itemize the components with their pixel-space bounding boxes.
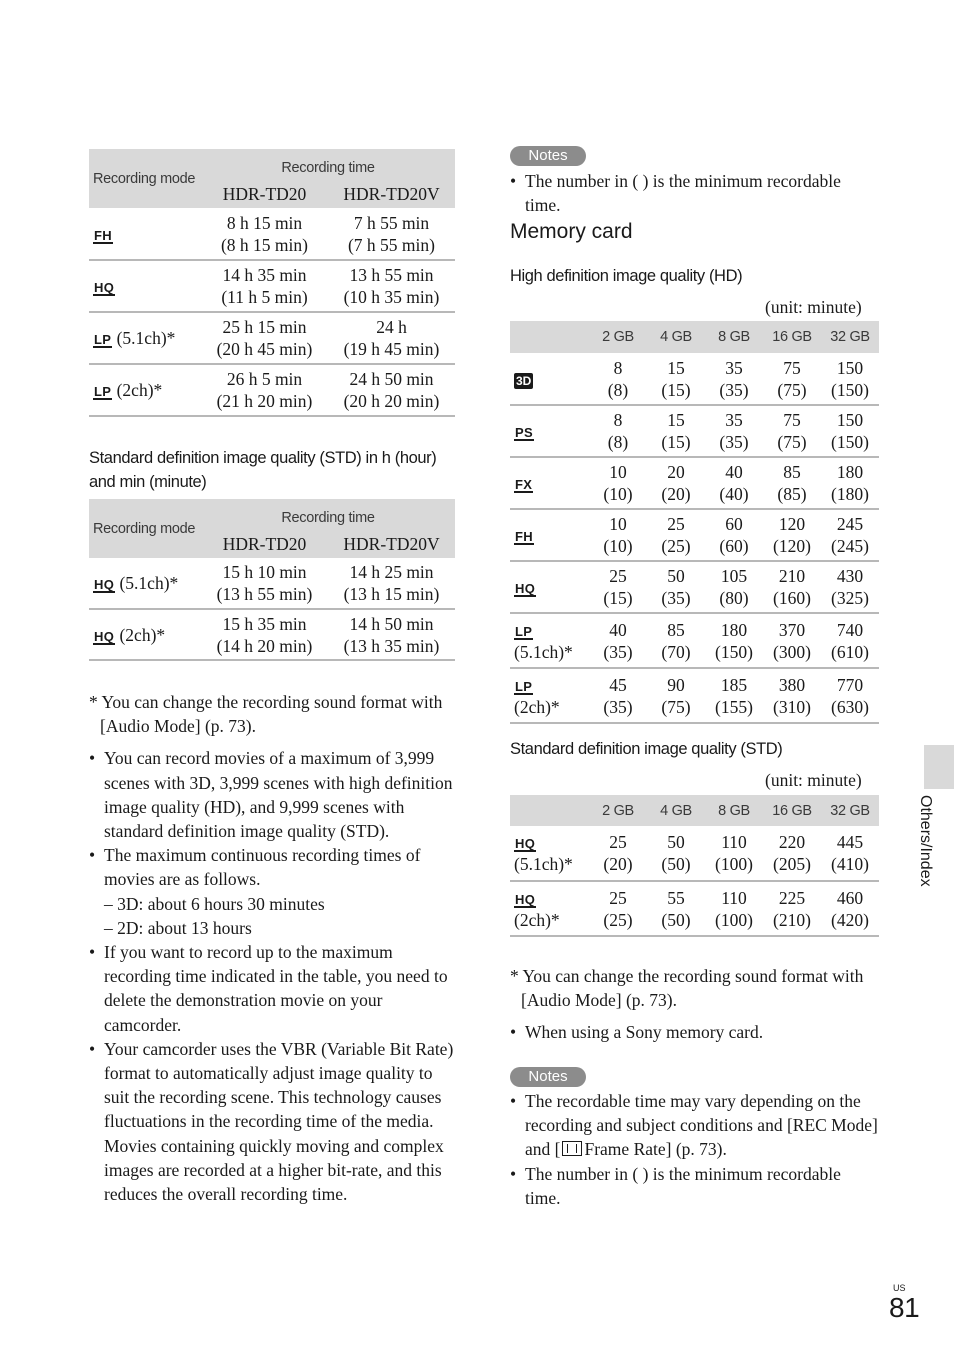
value-cell: 25 bbox=[667, 514, 685, 534]
value-cell: 15 bbox=[667, 410, 685, 430]
time-cell: 25 h 15 min bbox=[222, 317, 307, 337]
value-cell: 60 bbox=[725, 514, 743, 534]
min-value-cell: (25) bbox=[661, 536, 691, 556]
min-value-cell: (35) bbox=[603, 641, 633, 662]
time-min-cell: (19 h 45 min) bbox=[343, 339, 440, 359]
col-capacity: 32 GB bbox=[821, 321, 879, 353]
col-capacity: 16 GB bbox=[763, 795, 821, 826]
col-capacity: 8 GB bbox=[705, 795, 763, 826]
value-cell: 45 bbox=[609, 674, 627, 695]
value-cell: 185 bbox=[720, 674, 748, 695]
min-value-cell: (100) bbox=[715, 909, 753, 930]
hq-mode-icon: HQ bbox=[515, 836, 536, 851]
memory-card-hd-table bbox=[510, 321, 879, 724]
value-cell: 75 bbox=[783, 410, 801, 430]
col-model: HDR-TD20V bbox=[328, 529, 455, 558]
recording-time-table-std bbox=[89, 499, 455, 661]
channel-label: (2ch)* bbox=[115, 624, 166, 645]
note-minimum-time: • The number in ( ) is the minimum recordable time. bbox=[510, 1162, 878, 1210]
memory-card-std-table bbox=[510, 795, 879, 937]
unit-label: (unit: minute) bbox=[765, 770, 862, 790]
time-min-cell: (13 h 55 min) bbox=[216, 584, 313, 604]
col-capacity: 8 GB bbox=[705, 321, 763, 353]
value-cell: 35 bbox=[725, 357, 743, 378]
value-cell: 445 bbox=[836, 832, 864, 852]
table-row bbox=[510, 881, 879, 936]
table-row bbox=[89, 260, 455, 312]
min-value-cell: (8) bbox=[607, 432, 629, 452]
value-cell: 50 bbox=[667, 566, 685, 586]
3d-mode-icon: 3D bbox=[516, 373, 532, 388]
min-value-cell: (35) bbox=[719, 379, 749, 400]
value-cell: 25 bbox=[609, 887, 627, 908]
min-value-cell: (210) bbox=[773, 909, 811, 930]
value-cell: 15 bbox=[667, 357, 685, 378]
min-value-cell: (150) bbox=[831, 379, 869, 400]
channel-label: (2ch)* bbox=[514, 909, 560, 930]
value-cell: 85 bbox=[667, 619, 685, 640]
min-value-cell: (180) bbox=[831, 484, 869, 504]
min-value-cell: (10) bbox=[603, 536, 633, 556]
min-value-cell: (610) bbox=[831, 641, 869, 662]
min-value-cell: (15) bbox=[661, 379, 691, 400]
min-value-cell: (35) bbox=[719, 432, 749, 452]
value-cell: 105 bbox=[720, 566, 748, 586]
table-row bbox=[89, 609, 455, 660]
value-cell: 75 bbox=[783, 357, 801, 378]
dash-3d: – 3D: about 6 hours 30 minutes bbox=[104, 893, 325, 914]
fx-mode-icon: FX bbox=[515, 477, 533, 492]
min-value-cell: (70) bbox=[661, 641, 691, 662]
time-cell: 24 h 50 min bbox=[349, 369, 434, 389]
time-cell: 14 h 50 min bbox=[349, 613, 434, 634]
value-cell: 210 bbox=[778, 566, 806, 586]
table-row bbox=[89, 558, 455, 609]
lp-mode-icon: LP bbox=[515, 678, 533, 694]
std-heading: Standard definition image quality (STD) in h (hour) and min (minute) bbox=[89, 449, 437, 491]
time-cell: 26 h 5 min bbox=[226, 369, 303, 389]
section-label bbox=[910, 795, 934, 905]
frame-rate-icon bbox=[562, 1141, 582, 1156]
time-cell: 13 h 55 min bbox=[349, 265, 434, 285]
dash-2d: – 2D: about 13 hours bbox=[104, 917, 252, 938]
value-cell: 370 bbox=[778, 619, 806, 640]
min-value-cell: (160) bbox=[773, 588, 811, 608]
min-value-cell: (75) bbox=[777, 432, 807, 452]
table-row bbox=[89, 312, 455, 364]
section-tab-marker bbox=[924, 745, 954, 789]
page-number: 81 bbox=[889, 1292, 920, 1323]
note-recordable-time-varies bbox=[510, 1089, 878, 1162]
value-cell: 460 bbox=[836, 887, 864, 908]
lp-mode-icon: LP bbox=[515, 623, 533, 639]
col-capacity: 4 GB bbox=[647, 795, 705, 826]
value-cell: 25 bbox=[609, 832, 627, 852]
min-value-cell: (50) bbox=[661, 909, 691, 930]
value-cell: 430 bbox=[836, 566, 864, 586]
table-row bbox=[510, 613, 879, 668]
std-card-heading: Standard definition image quality (STD) bbox=[510, 740, 783, 758]
fh-mode-icon: FH bbox=[94, 227, 112, 243]
right-footnotes bbox=[510, 964, 882, 1045]
value-cell: 120 bbox=[778, 514, 806, 534]
value-cell: 8 bbox=[613, 410, 623, 430]
table-row bbox=[89, 208, 455, 260]
col-capacity: 2 GB bbox=[589, 321, 647, 353]
value-cell: 35 bbox=[725, 410, 743, 430]
table-row bbox=[510, 826, 879, 881]
time-min-cell: (8 h 15 min) bbox=[220, 234, 308, 255]
min-value-cell: (50) bbox=[661, 854, 691, 874]
min-value-cell: (10) bbox=[603, 484, 633, 504]
min-value-cell: (150) bbox=[831, 432, 869, 452]
lp-mode-icon: LP bbox=[94, 332, 112, 347]
min-value-cell: (150) bbox=[715, 641, 753, 662]
time-min-cell: (20 h 45 min) bbox=[216, 339, 313, 359]
value-cell: 40 bbox=[609, 619, 627, 640]
value-cell: 20 bbox=[667, 462, 685, 482]
time-cell: 7 h 55 min bbox=[353, 212, 430, 233]
min-value-cell: (20) bbox=[603, 854, 633, 874]
notes-badge: Notes bbox=[510, 146, 586, 166]
bullet-vbr: • Your camcorder uses the VBR (Variable Bit Rate) format to automatically adjust image quality to suit the recording scene. This technology causes fluctuations in the recording time of the media. Movies containing quickly moving and complex images are recorded at a higher bit-rate, and this reduces the overall recording time. bbox=[89, 1037, 461, 1206]
min-value-cell: (8) bbox=[607, 379, 629, 400]
notes-badge: Notes bbox=[510, 1067, 586, 1087]
value-cell: 180 bbox=[836, 462, 864, 482]
value-cell: 50 bbox=[667, 832, 685, 852]
ps-mode-icon: PS bbox=[515, 425, 533, 440]
time-cell: 24 h bbox=[376, 317, 407, 337]
bullet-sony-card: • When using a Sony memory card. bbox=[510, 1020, 882, 1044]
table-row bbox=[510, 353, 879, 405]
table-row bbox=[510, 561, 879, 613]
min-value-cell: (325) bbox=[831, 588, 869, 608]
col-capacity: 4 GB bbox=[647, 321, 705, 353]
min-value-cell: (205) bbox=[773, 854, 811, 874]
value-cell: 110 bbox=[721, 832, 747, 852]
col-recording-time: Recording time bbox=[201, 149, 455, 179]
bullet-scene-count: • You can record movies of a maximum of 3,999 scenes with 3D, 3,999 scenes with high definition image quality (HD), and 9,999 scenes with standard definition image quality (STD). bbox=[89, 746, 461, 843]
col-recording-mode: Recording mode bbox=[89, 149, 201, 208]
corner-cell bbox=[510, 795, 589, 826]
channel-label: (5.1ch)* bbox=[112, 328, 176, 348]
min-value-cell: (85) bbox=[777, 484, 807, 504]
min-value-cell: (35) bbox=[603, 696, 633, 717]
min-value-cell: (80) bbox=[719, 588, 749, 608]
min-value-cell: (120) bbox=[773, 536, 811, 556]
footnote: * You can change the recording sound format with [Audio Mode] (p. 73). bbox=[89, 692, 443, 737]
time-min-cell: (11 h 5 min) bbox=[221, 287, 308, 307]
min-value-cell: (75) bbox=[777, 379, 807, 400]
value-cell: 740 bbox=[836, 619, 864, 640]
min-value-cell: (410) bbox=[831, 854, 869, 874]
time-min-cell: (20 h 20 min) bbox=[343, 391, 440, 411]
table-row bbox=[510, 668, 879, 723]
channel-label: (5.1ch)* bbox=[115, 573, 179, 593]
channel-label: (5.1ch)* bbox=[514, 854, 573, 874]
note-text: The recordable time may vary depending on the recording and subject conditions and [REC Mode] and [ bbox=[525, 1091, 878, 1160]
left-notes bbox=[89, 690, 461, 1206]
value-cell: 770 bbox=[836, 674, 864, 695]
value-cell: 90 bbox=[667, 674, 685, 695]
note-text: Frame Rate] (p. 73). bbox=[584, 1139, 727, 1160]
value-cell: 220 bbox=[778, 832, 806, 852]
right-notes bbox=[510, 1089, 878, 1210]
min-value-cell: (420) bbox=[831, 909, 869, 930]
value-cell: 25 bbox=[609, 566, 627, 586]
value-cell: 10 bbox=[609, 462, 627, 482]
fh-mode-icon: FH bbox=[515, 529, 533, 544]
hd-heading: High definition image quality (HD) bbox=[510, 267, 743, 285]
time-cell: 14 h 25 min bbox=[349, 562, 434, 582]
col-model: HDR-TD20 bbox=[201, 179, 328, 208]
col-capacity: 16 GB bbox=[763, 321, 821, 353]
col-recording-time: Recording time bbox=[201, 499, 455, 529]
hq-mode-icon: HQ bbox=[94, 577, 115, 592]
lp-mode-icon: LP bbox=[94, 384, 112, 399]
table-row bbox=[510, 457, 879, 509]
table-row bbox=[510, 509, 879, 561]
col-capacity: 2 GB bbox=[589, 795, 647, 826]
value-cell: 150 bbox=[836, 410, 864, 430]
value-cell: 110 bbox=[721, 887, 747, 908]
min-value-cell: (310) bbox=[773, 696, 811, 717]
time-cell: 15 h 35 min bbox=[222, 613, 307, 634]
time-cell: 8 h 15 min bbox=[226, 212, 303, 233]
value-cell: 225 bbox=[778, 887, 806, 908]
time-cell: 14 h 35 min bbox=[222, 265, 307, 285]
min-value-cell: (75) bbox=[661, 696, 691, 717]
min-value-cell: (100) bbox=[715, 854, 753, 874]
channel-label: (2ch)* bbox=[112, 380, 163, 400]
note-minimum-time: • The number in ( ) is the minimum recordable time. bbox=[510, 169, 880, 217]
value-cell: 85 bbox=[783, 462, 801, 482]
time-min-cell: (13 h 15 min) bbox=[343, 584, 440, 604]
section-label-text: Others/Index bbox=[917, 795, 934, 887]
footnote: * You can change the recording sound format with [Audio Mode] (p. 73). bbox=[510, 966, 864, 1011]
page-region: US bbox=[893, 1283, 906, 1293]
value-cell: 8 bbox=[613, 357, 623, 378]
min-value-cell: (300) bbox=[773, 641, 811, 662]
col-model: HDR-TD20 bbox=[201, 529, 328, 558]
min-value-cell: (245) bbox=[831, 536, 869, 556]
min-value-cell: (35) bbox=[661, 588, 691, 608]
time-min-cell: (13 h 35 min) bbox=[343, 635, 440, 656]
col-recording-mode: Recording mode bbox=[89, 499, 201, 558]
min-value-cell: (155) bbox=[715, 696, 753, 717]
table-row bbox=[89, 364, 455, 416]
value-cell: 40 bbox=[725, 462, 743, 482]
value-cell: 150 bbox=[836, 357, 864, 378]
min-value-cell: (25) bbox=[603, 909, 633, 930]
value-cell: 55 bbox=[667, 887, 685, 908]
min-value-cell: (20) bbox=[661, 484, 691, 504]
time-min-cell: (14 h 20 min) bbox=[216, 635, 313, 656]
bullet-max-continuous: • The maximum continuous recording times of movies are as follows. bbox=[89, 843, 461, 891]
table-row bbox=[510, 405, 879, 457]
hq-mode-icon: HQ bbox=[515, 581, 536, 596]
note-top bbox=[510, 169, 880, 217]
value-cell: 180 bbox=[720, 619, 748, 640]
time-min-cell: (21 h 20 min) bbox=[216, 391, 313, 411]
hq-mode-icon: HQ bbox=[515, 891, 536, 907]
value-cell: 245 bbox=[836, 514, 864, 534]
min-value-cell: (15) bbox=[603, 588, 633, 608]
corner-cell bbox=[510, 321, 589, 353]
hq-mode-icon: HQ bbox=[94, 628, 115, 644]
value-cell: 380 bbox=[778, 674, 806, 695]
bullet-demo-movie: • If you want to record up to the maximum recording time indicated in the table, you need to delete the demonstration movie on your camcorder. bbox=[89, 940, 461, 1037]
recording-time-table-hd bbox=[89, 149, 455, 417]
channel-label: (5.1ch)* bbox=[514, 641, 573, 662]
col-capacity: 32 GB bbox=[821, 795, 879, 826]
min-value-cell: (60) bbox=[719, 536, 749, 556]
min-value-cell: (630) bbox=[831, 696, 869, 717]
unit-label: (unit: minute) bbox=[765, 297, 862, 317]
value-cell: 10 bbox=[609, 514, 627, 534]
min-value-cell: (15) bbox=[661, 432, 691, 452]
memory-card-title: Memory card bbox=[510, 220, 633, 243]
time-min-cell: (7 h 55 min) bbox=[347, 234, 435, 255]
min-value-cell: (40) bbox=[719, 484, 749, 504]
col-model: HDR-TD20V bbox=[328, 179, 455, 208]
time-min-cell: (10 h 35 min) bbox=[343, 287, 440, 307]
channel-label: (2ch)* bbox=[514, 696, 560, 717]
time-cell: 15 h 10 min bbox=[222, 562, 307, 582]
hq-mode-icon: HQ bbox=[94, 280, 115, 295]
